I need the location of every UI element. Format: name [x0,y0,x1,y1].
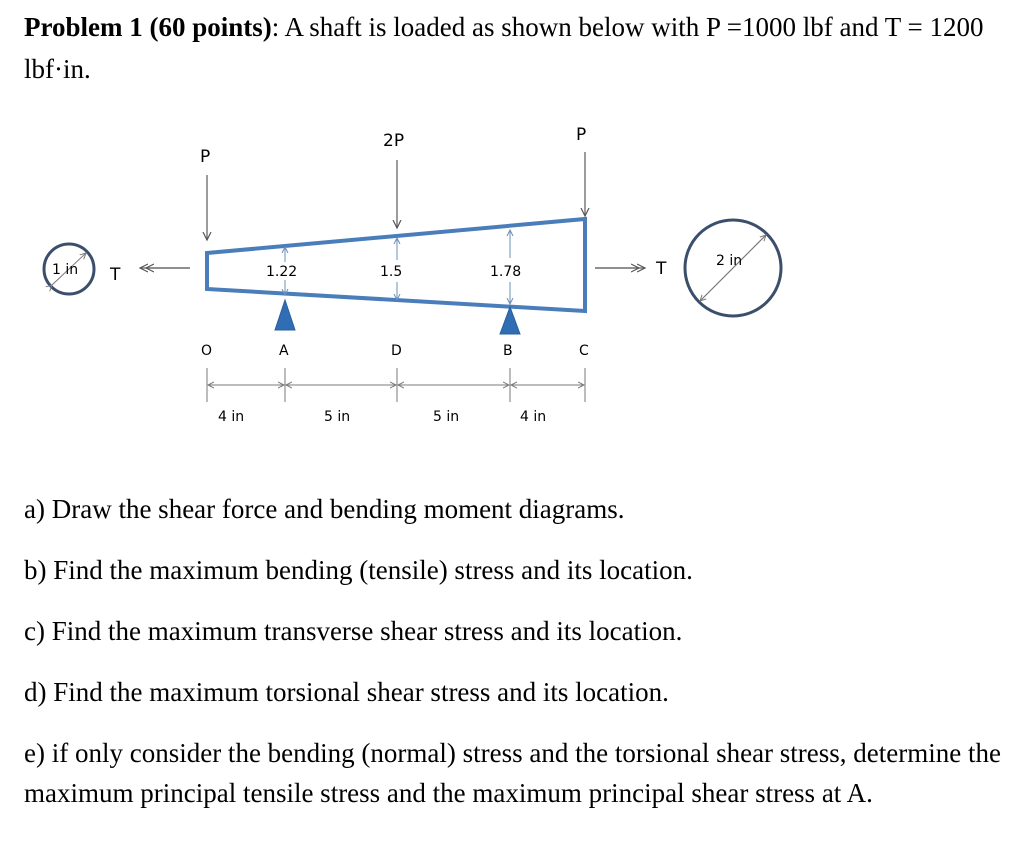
dia-label-B: 1.78 [490,264,522,280]
dim-label-AD: 5 in [324,409,351,425]
load-label-right: P [576,125,587,145]
section-left-label: 1 in [52,262,79,278]
dia-label-A: 1.22 [266,264,298,280]
dim-label-OA: 4 in [218,409,245,425]
question-a: a) Draw the shear force and bending moment diagrams. [24,494,625,524]
dia-label-D: 1.5 [380,264,403,280]
support-A [275,300,295,330]
question-b: b) Find the maximum bending (tensile) stress and its location. [24,555,693,585]
question-d: d) Find the maximum torsional shear stress and its location. [24,677,669,707]
point-A: A [279,343,289,359]
problem-heading: Problem 1 (60 points) [24,12,272,42]
point-C: C [579,343,589,359]
question-c: c) Find the maximum transverse shear stress and its location. [24,616,683,646]
point-B: B [503,343,513,359]
problem-text: A shaft is loaded as shown below with P =1000 lbf and T = 1200 lbf·in. [24,12,984,84]
question-e: e) if only consider the bending (normal) stress and the torsional shear stress, determine the maximum principal tensile stress and the maximum principal shear stress at A. [24,738,1001,808]
support-B [500,307,520,334]
heading-colon: : [271,12,280,42]
section-right-label: 2 in [716,253,743,269]
torque-label-right: T [656,259,667,279]
point-D: D [391,343,402,359]
torque-label-left: T [110,265,121,285]
point-O: O [201,343,213,359]
dim-label-DB: 5 in [433,409,460,425]
load-label-left: P [200,147,211,167]
dim-label-BC: 4 in [520,409,547,425]
load-label-middle: 2P [383,131,405,151]
